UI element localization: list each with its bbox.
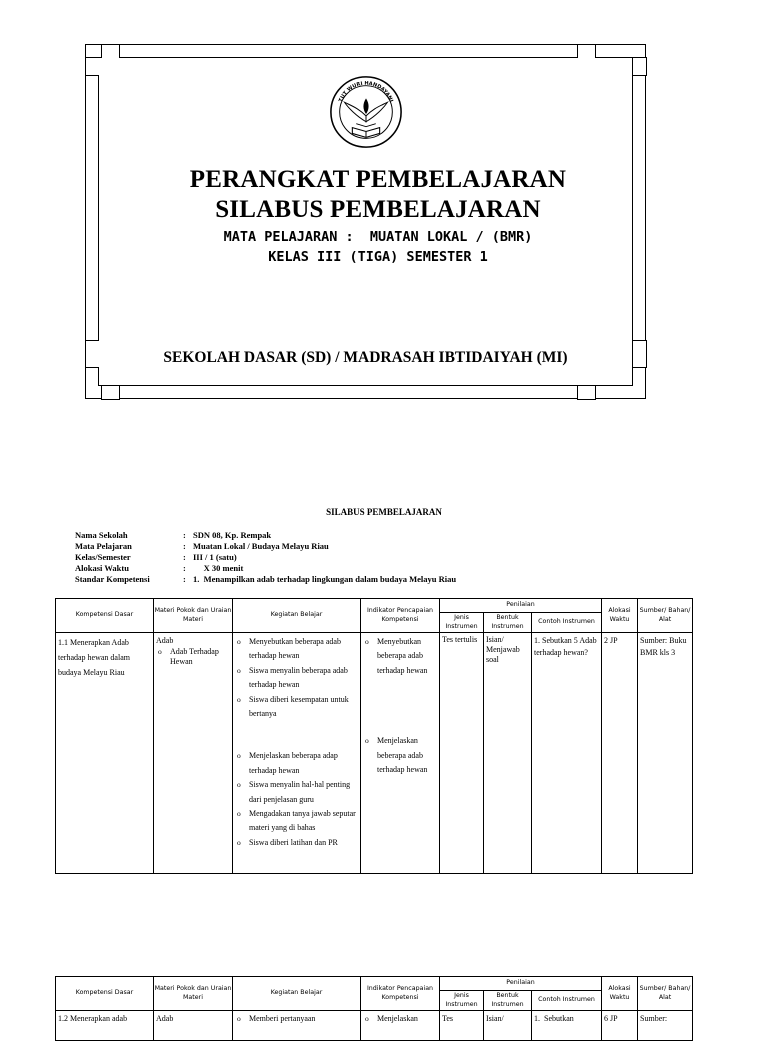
info-label: Mata Pelajaran bbox=[75, 541, 132, 551]
list-item: o Siswa diberi latihan dan PR bbox=[235, 836, 358, 850]
list-item: o Siswa menyalin beberapa adab terhadap hewan bbox=[235, 664, 358, 693]
kegiatan-list-a bbox=[235, 635, 358, 721]
indikator-list-b bbox=[363, 734, 437, 777]
cell-contoh: 1. Sebutkan bbox=[532, 1011, 602, 1041]
header-penilaian: Penilaian bbox=[440, 977, 602, 991]
cover-subject-line: MATA PELAJARAN : MUATAN LOKAL / (BMR) bbox=[223, 229, 533, 245]
header-indikator: Indikator Pencapaian Kompetensi bbox=[361, 977, 440, 1011]
frame-corner-left-top bbox=[85, 57, 99, 76]
cell-materi: Adab bbox=[154, 1011, 233, 1041]
header-indikator: Indikator Pencapaian Kompetensi bbox=[361, 599, 440, 633]
cell-sumber: Sumber: bbox=[638, 1011, 693, 1041]
cell-alokasi: 2 JP bbox=[602, 633, 638, 874]
frame-corner-right-bottom bbox=[633, 340, 647, 368]
header-contoh: Contoh Instrumen bbox=[532, 991, 602, 1011]
info-label: Nama Sekolah bbox=[75, 530, 128, 540]
cell-kegiatan bbox=[233, 633, 361, 874]
cell-kompetensi-dasar: 1.2 Menerapkan adab bbox=[56, 1011, 154, 1041]
header-sumber: Sumber/ Bahan/ Alat bbox=[638, 599, 693, 633]
info-row-time: Alokasi Waktu : X 30 menit bbox=[75, 563, 244, 573]
table-row bbox=[56, 633, 693, 874]
syllabus-table-2 bbox=[55, 976, 693, 1041]
frame-corner-right-top bbox=[633, 57, 647, 76]
list-item: o Memberi pertanyaan bbox=[235, 1013, 358, 1025]
info-value: X 30 menit bbox=[193, 563, 244, 573]
cell-jenis: Tes bbox=[440, 1011, 484, 1041]
indikator-list bbox=[363, 1013, 437, 1025]
indikator-list-a bbox=[363, 635, 437, 678]
kegiatan-list bbox=[235, 1013, 358, 1025]
materi-main: Adab bbox=[156, 636, 174, 645]
info-value: SDN 08, Kp. Rempak bbox=[193, 530, 272, 540]
frame-corner-top-right bbox=[577, 44, 596, 58]
info-row-competency: Standar Kompetensi : 1. Menampilkan adab terhadap lingkungan dalam budaya Melayu Riau bbox=[75, 574, 457, 584]
svg-text:TUT WURI HANDAYANI: TUT WURI HANDAYANI bbox=[338, 80, 394, 103]
info-row-subject: Mata Pelajaran : Muatan Lokal / Budaya Melayu Riau bbox=[75, 541, 329, 551]
info-row-class: Kelas/Semester : III / 1 (satu) bbox=[75, 552, 237, 562]
frame-corner-top-left bbox=[101, 44, 120, 58]
info-label: Alokasi Waktu bbox=[75, 563, 129, 573]
cell-jenis: Tes tertulis bbox=[440, 633, 484, 874]
list-item: o Menjelaskan bbox=[363, 1013, 437, 1025]
header-bentuk: Bentuk Instrumen bbox=[484, 991, 532, 1011]
frame-corner-left-bottom bbox=[85, 340, 99, 368]
cell-sumber: Sumber: Buku BMR kls 3 bbox=[638, 633, 693, 874]
cover-class-line: KELAS III (TIGA) SEMESTER 1 bbox=[268, 249, 488, 265]
info-value: III / 1 (satu) bbox=[193, 552, 237, 562]
header-materi: Materi Pokok dan Uraian Materi bbox=[154, 977, 233, 1011]
cell-materi bbox=[154, 633, 233, 874]
list-item: o Siswa menyalin hal-hal penting dari penjelasan guru bbox=[235, 778, 358, 807]
list-item: o Mengadakan tanya jawab seputar materi yang di bahas bbox=[235, 807, 358, 836]
frame-corner-bottom-left bbox=[101, 386, 120, 400]
cell-kompetensi-dasar: 1.1 Menerapkan Adab terhadap hewan dalam budaya Melayu Riau bbox=[56, 633, 154, 874]
list-item: o Menyebutkan beberapa adab terhadap hewan bbox=[363, 635, 437, 678]
header-jenis: Jenis Instrumen bbox=[440, 991, 484, 1011]
cell-indikator bbox=[361, 1011, 440, 1041]
list-item: o Menyebutkan beberapa adab terhadap hewan bbox=[235, 635, 358, 664]
info-value: 1. Menampilkan adab terhadap lingkungan dalam budaya Melayu Riau bbox=[193, 574, 457, 584]
syllabus-info bbox=[75, 530, 456, 585]
list-item: o Menjelaskan beberapa adap terhadap hewan bbox=[235, 749, 358, 778]
header-penilaian: Penilaian bbox=[440, 599, 602, 613]
header-materi: Materi Pokok dan Uraian Materi bbox=[154, 599, 233, 633]
tut-wuri-handayani-logo bbox=[327, 73, 405, 151]
materi-sub: o Adab Terhadap Hewan bbox=[156, 647, 230, 667]
cell-contoh: 1. Sebutkan 5 Adab terhadap hewan? bbox=[532, 633, 602, 874]
header-bentuk: Bentuk Instrumen bbox=[484, 613, 532, 633]
table-row bbox=[56, 1011, 693, 1041]
header-kegiatan: Kegiatan Belajar bbox=[233, 599, 361, 633]
cell-bentuk: Isian/ bbox=[484, 1011, 532, 1041]
cell-kegiatan bbox=[233, 1011, 361, 1041]
list-item: o Menjelaskan beberapa adab terhadap hewan bbox=[363, 734, 437, 777]
syllabus-title: SILABUS PEMBELAJARAN bbox=[326, 507, 442, 517]
header-contoh: Contoh Instrumen bbox=[532, 613, 602, 633]
cell-alokasi: 6 JP bbox=[602, 1011, 638, 1041]
info-label: Standar Kompetensi bbox=[75, 574, 150, 584]
cover-title-1: PERANGKAT PEMBELAJARAN bbox=[189, 166, 567, 193]
header-sumber: Sumber/ Bahan/ Alat bbox=[638, 977, 693, 1011]
header-kegiatan: Kegiatan Belajar bbox=[233, 977, 361, 1011]
frame-corner-bottom-right bbox=[577, 386, 596, 400]
header-alokasi: Alokasi Waktu bbox=[602, 599, 638, 633]
header-kompetensi-dasar: Kompetensi Dasar bbox=[56, 977, 154, 1011]
info-row-school: Nama Sekolah : SDN 08, Kp. Rempak bbox=[75, 530, 272, 540]
header-alokasi: Alokasi Waktu bbox=[602, 977, 638, 1011]
cover-title-2: SILABUS PEMBELAJARAN bbox=[215, 196, 541, 223]
cell-bentuk: Isian/ Menjawab soal bbox=[484, 633, 532, 874]
syllabus-table-1 bbox=[55, 598, 693, 874]
info-label: Kelas/Semester bbox=[75, 552, 131, 562]
cover-school-line: SEKOLAH DASAR (SD) / MADRASAH IBTIDAIYAH (MI) bbox=[163, 349, 568, 366]
header-kompetensi-dasar: Kompetensi Dasar bbox=[56, 599, 154, 633]
header-jenis: Jenis Instrumen bbox=[440, 613, 484, 633]
cell-indikator bbox=[361, 633, 440, 874]
list-item: o Siswa diberi kesempatan untuk bertanya bbox=[235, 693, 358, 722]
info-value: Muatan Lokal / Budaya Melayu Riau bbox=[193, 541, 329, 551]
kegiatan-list-b bbox=[235, 749, 358, 850]
